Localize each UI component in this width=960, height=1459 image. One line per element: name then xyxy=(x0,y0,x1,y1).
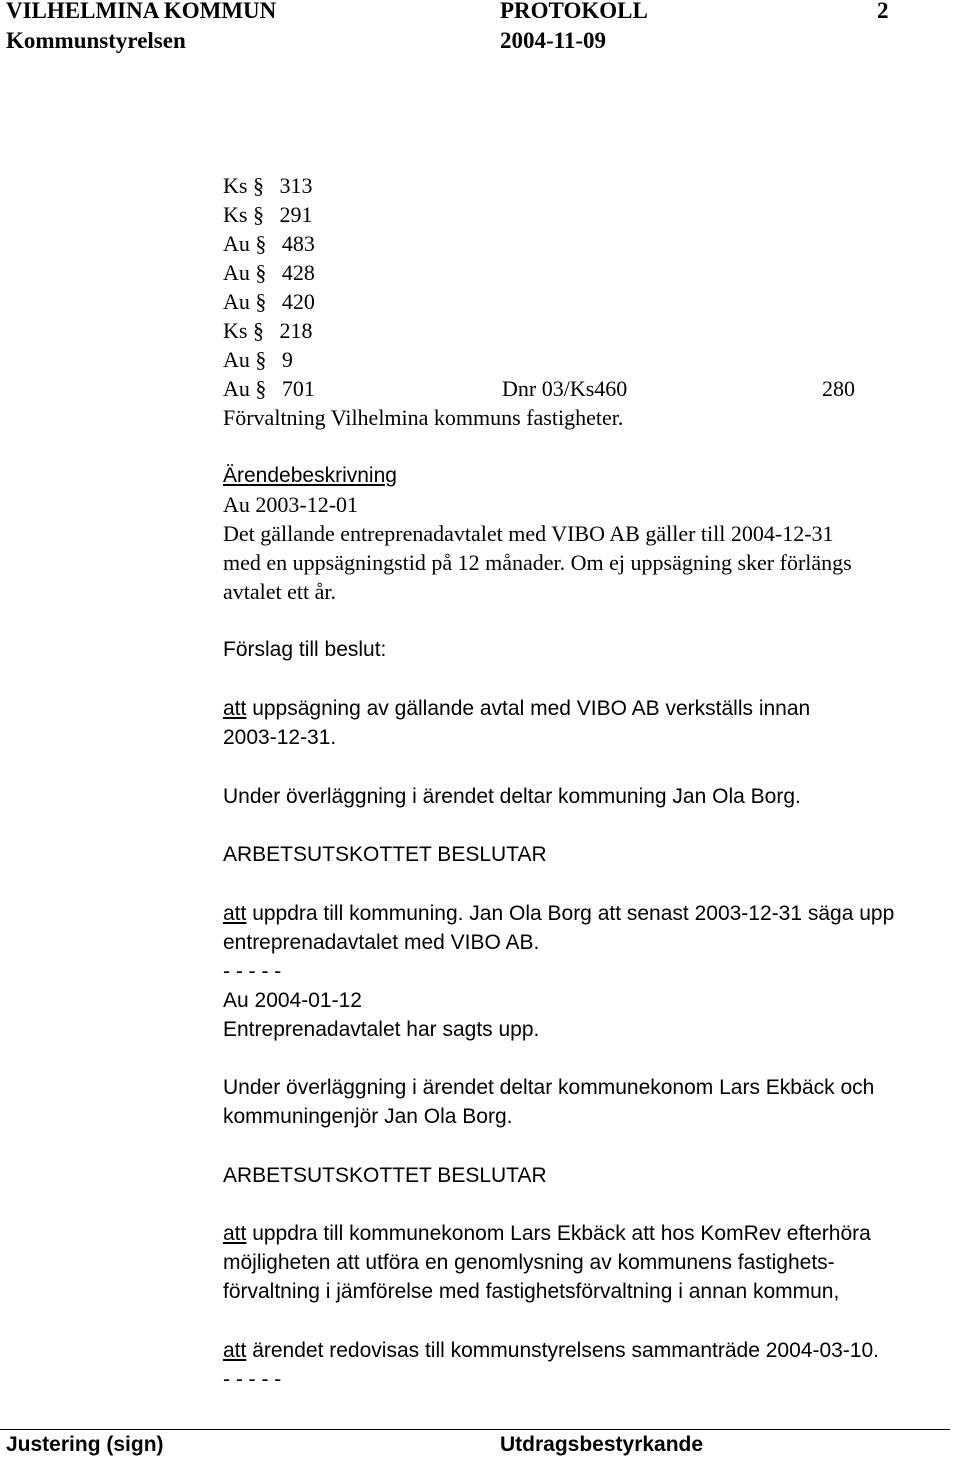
document-type: PROTOKOLL xyxy=(500,0,648,23)
paragraph-ref: Ks § 291 xyxy=(223,202,313,227)
decision-line: att uppdra till kommunekonom Lars Ekbäck att hos KomRev efterhöra xyxy=(223,1222,871,1245)
page-number: 2 xyxy=(877,0,889,23)
description-heading: Ärendebeskrivning xyxy=(223,464,397,487)
proposal-line: att uppsägning av gällande avtal med VIBO AB verkställs innan xyxy=(223,697,811,720)
participation-note: kommuningenjör Jan Ola Borg. xyxy=(223,1105,513,1128)
signature-label: Justering (sign) xyxy=(6,1433,164,1456)
description-line: Au 2003-12-01 xyxy=(223,492,359,517)
decision-line: entreprenadavtalet med VIBO AB. xyxy=(223,931,540,954)
case-number: Dnr 03/Ks460 xyxy=(502,376,628,401)
paragraph-ref: Au § 9 xyxy=(223,347,293,372)
decision-heading: ARBETSUTSKOTTET BESLUTAR xyxy=(223,843,547,866)
followup-line: Entreprenadavtalet har sagts upp. xyxy=(223,1018,540,1041)
paragraph-ref: Au § 483 xyxy=(223,231,315,256)
paragraph-ref: Au § 428 xyxy=(223,260,315,285)
paragraph-ref: Au § 701 xyxy=(223,376,315,401)
archive-code: 280 xyxy=(822,376,855,401)
description-line: avtalet ett år. xyxy=(223,579,336,604)
proposal-heading: Förslag till beslut: xyxy=(223,638,387,661)
decision-line: förvaltning i jämförelse med fastighetsförvaltning i annan kommun, xyxy=(223,1280,840,1303)
paragraph-ref: Ks § 218 xyxy=(223,318,313,343)
case-subject: Förvaltning Vilhelmina kommuns fastigheter. xyxy=(223,405,624,430)
paragraph-ref: Ks § 313 xyxy=(223,173,313,198)
decision-line: att ärendet redovisas till kommunstyrelsens sammanträde 2004-03-10. xyxy=(223,1339,879,1362)
proposal-line: 2003-12-31. xyxy=(223,726,337,749)
separator: - - - - - xyxy=(223,1368,282,1391)
decision-line: att uppdra till kommuning. Jan Ola Borg att senast 2003-12-31 säga upp xyxy=(223,902,895,925)
participation-note: Under överläggning i ärendet deltar kommuning Jan Ola Borg. xyxy=(223,785,801,808)
participation-note: Under överläggning i ärendet deltar kommunekonom Lars Ekbäck och xyxy=(223,1076,875,1099)
followup-line: Au 2004-01-12 xyxy=(223,989,362,1012)
decision-heading: ARBETSUTSKOTTET BESLUTAR xyxy=(223,1164,547,1187)
paragraph-ref: Au § 420 xyxy=(223,289,315,314)
description-line: med en uppsägningstid på 12 månader. Om ej uppsägning sker förlängs xyxy=(223,550,852,575)
meeting-date: 2004-11-09 xyxy=(500,28,607,53)
decision-line: möjligheten att utföra en genomlysning av kommunens fastighets- xyxy=(223,1251,835,1274)
footer-rule xyxy=(0,1429,950,1430)
municipality-name: VILHELMINA KOMMUN xyxy=(6,0,277,23)
separator: - - - - - xyxy=(223,960,282,983)
extract-certification-label: Utdragsbestyrkande xyxy=(500,1433,704,1456)
description-line: Det gällande entreprenadavtalet med VIBO AB gäller till 2004-12-31 xyxy=(223,521,834,546)
committee-name: Kommunstyrelsen xyxy=(6,28,186,53)
